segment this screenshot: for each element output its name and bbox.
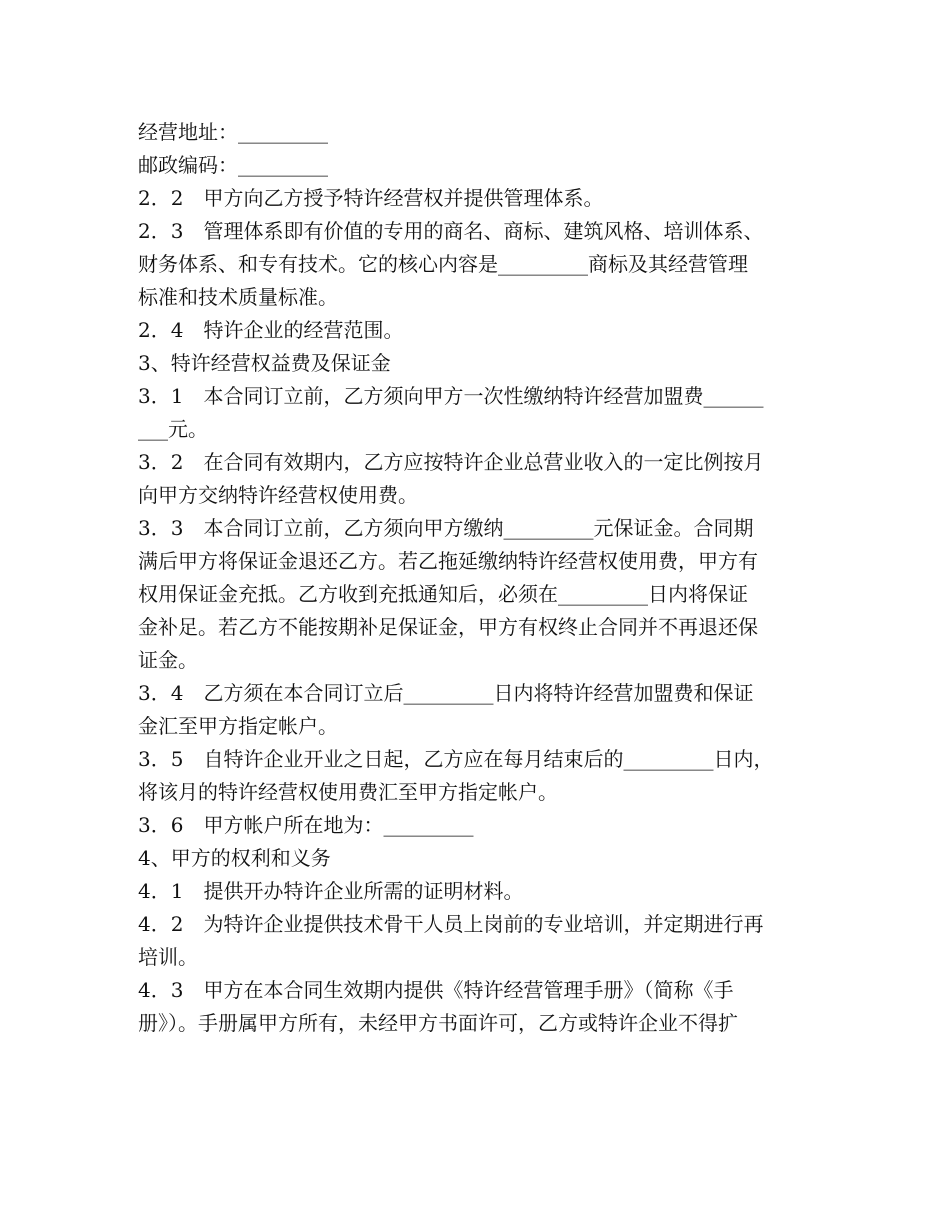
clause-3-1-line-2: ___元。 [138, 417, 208, 441]
clause-3-3-line-2: 满后甲方将保证金退还乙方。若乙拖延缴纳特许经营权使用费，甲方有 [138, 549, 758, 573]
clause-3-6: 3．6 甲方帐户所在地为：_________ [138, 813, 474, 837]
clause-3-5-line-1: 3．5 自特许企业开业之日起，乙方应在每月结束后的_________日内， [138, 747, 774, 771]
clause-3-5-line-2: 将该月的特许经营权使用费汇至甲方指定帐户。 [138, 780, 558, 804]
clause-3-2-line-1: 3．2 在合同有效期内，乙方应按特许企业总营业收入的一定比例按月 [138, 450, 764, 474]
clause-3-2-line-2: 向甲方交纳特许经营权使用费。 [138, 483, 418, 507]
clause-3-4-line-1: 3．4 乙方须在本合同订立后_________日内将特许经营加盟费和保证 [138, 681, 754, 705]
clause-3-4-line-2: 金汇至甲方指定帐户。 [138, 714, 338, 738]
section-3-heading: 3、特许经营权益费及保证金 [138, 351, 391, 375]
clause-3-3-line-1: 3．3 本合同订立前，乙方须向甲方缴纳_________元保证金。合同期 [138, 516, 754, 540]
clause-4-2-line-2: 培训。 [138, 945, 198, 969]
clause-3-3-line-3: 权用保证金充抵。乙方收到充抵通知后，必须在_________日内将保证 [138, 582, 748, 606]
clause-4-3-line-2: 册》）。手册属甲方所有，未经甲方书面许可，乙方或特许企业不得扩 [138, 1011, 738, 1035]
clause-2-2: 2．2 甲方向乙方授予特许经营权并提供管理体系。 [138, 186, 604, 210]
clause-3-3-line-4: 金补足。若乙方不能按期补足保证金，甲方有权终止合同并不再退还保 [138, 615, 758, 639]
clause-3-1-line-1: 3．1 本合同订立前，乙方须向甲方一次性缴纳特许经营加盟费______ [138, 384, 764, 408]
clause-2-3-line-3: 标准和技术质量标准。 [138, 285, 338, 309]
clause-4-2-line-1: 4．2 为特许企业提供技术骨干人员上岗前的专业培训，并定期进行再 [138, 912, 764, 936]
clause-4-1: 4．1 提供开办特许企业所需的证明材料。 [138, 879, 524, 903]
document-body [138, 116, 828, 1040]
clause-2-4: 2．4 特许企业的经营范围。 [138, 318, 404, 342]
clause-4-3-line-1: 4．3 甲方在本合同生效期内提供《特许经营管理手册》（简称《手 [138, 978, 734, 1002]
clause-2-3-line-2: 财务体系、和专有技术。它的核心内容是_________商标及其经营管理 [138, 252, 748, 276]
section-4-heading: 4、甲方的权利和义务 [138, 846, 331, 870]
text-line-postcode: 邮政编码：_________ [138, 153, 328, 177]
clause-3-3-line-5: 证金。 [138, 648, 198, 672]
clause-2-3-line-1: 2．3 管理体系即有价值的专用的商名、商标、建筑风格、培训体系、 [138, 219, 764, 243]
text-line-address: 经营地址：_________ [138, 120, 328, 144]
